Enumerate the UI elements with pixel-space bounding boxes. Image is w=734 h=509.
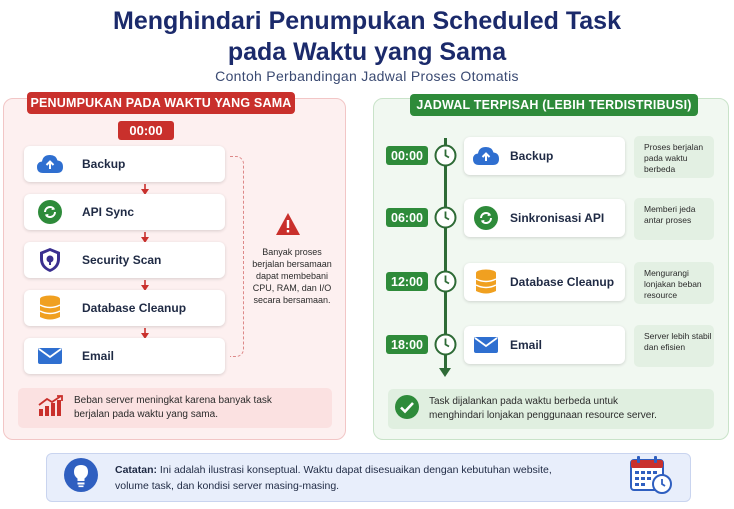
check-circle-icon — [394, 394, 420, 425]
right-task-backup — [464, 137, 625, 175]
warning-icon — [275, 212, 301, 236]
right-note — [388, 389, 714, 429]
timeline-arrow-icon — [439, 368, 451, 377]
lightbulb-icon — [63, 457, 99, 498]
cloud-upload-icon — [468, 138, 504, 174]
clock-icon — [434, 270, 457, 293]
right-task-email — [464, 326, 625, 364]
left-task-email — [24, 338, 225, 374]
database-icon — [32, 290, 68, 326]
calendar-clock-icon — [629, 455, 673, 500]
row-description: Proses berjalan pada waktu berbeda — [634, 136, 714, 178]
task-label: Backup — [82, 157, 126, 171]
envelope-icon — [468, 327, 504, 363]
right-task-api-sync — [464, 199, 625, 237]
right-panel-badge: JADWAL TERPISAH (LEBIH TERDISTRIBUSI) — [410, 94, 698, 116]
left-task-database-cleanup — [24, 290, 225, 326]
time-badge: 06:00 — [386, 208, 428, 227]
sync-icon — [32, 194, 68, 230]
left-task-api-sync — [24, 194, 225, 230]
right-task-database-cleanup — [464, 263, 625, 301]
page-subtitle: Contoh Perbandingan Jadwal Proses Otomatis — [215, 68, 519, 84]
task-label: Security Scan — [82, 253, 162, 267]
time-badge: 12:00 — [386, 272, 428, 291]
warning-text: Banyak proses berjalan bersamaan dapat membebani CPU, RAM, dan I/O secara bersamaan. — [252, 247, 332, 305]
envelope-icon — [32, 338, 68, 374]
right-note-text: Task dijalankan pada waktu berbeda untuk menghindari lonjakan penggunaan resource server. — [429, 396, 657, 421]
dashed-bracket — [230, 156, 244, 357]
left-note — [18, 388, 332, 428]
title-line-2: pada Waktu yang Sama — [227, 38, 507, 66]
left-task-security-scan — [24, 242, 225, 278]
title-line-1: Menghindari Penumpukan Scheduled Task — [113, 7, 621, 35]
rising-chart-icon — [38, 395, 64, 422]
catatan-label: Catatan: — [115, 463, 158, 476]
left-panel-badge: PENUMPUKAN PADA WAKTU YANG SAMA — [27, 92, 295, 114]
catatan-text: Catatan: Ini adalah ilustrasi konseptual. Waktu dapat disesuaikan dengan kebutuhan website, volume task, dan kondisi server masing-masing. — [115, 463, 552, 492]
shield-icon — [32, 242, 68, 278]
clock-icon — [434, 206, 457, 229]
clock-icon — [434, 144, 457, 167]
row-description: Server lebih stabil dan efisien — [634, 325, 714, 367]
sync-icon — [468, 200, 504, 236]
time-badge: 18:00 — [386, 335, 428, 354]
left-task-backup — [24, 146, 225, 182]
catatan-note — [46, 453, 691, 502]
cloud-upload-icon — [32, 146, 68, 182]
task-label: Database Cleanup — [82, 301, 187, 315]
time-badge: 00:00 — [386, 146, 428, 165]
task-label: Email — [510, 338, 543, 352]
task-label: Backup — [510, 149, 554, 163]
task-label: Database Cleanup — [510, 275, 615, 289]
page-title — [0, 6, 734, 68]
row-description: Memberi jeda antar proses — [634, 198, 714, 240]
task-label: Email — [82, 349, 115, 363]
database-icon — [468, 264, 504, 300]
task-label: API Sync — [82, 205, 135, 219]
left-note-text: Beban server meningkat karena banyak task berjalan pada waktu yang sama. — [74, 395, 272, 420]
left-time-badge: 00:00 — [118, 121, 174, 140]
clock-icon — [434, 333, 457, 356]
row-description: Mengurangi lonjakan beban resource — [634, 262, 714, 304]
task-label: Sinkronisasi API — [510, 211, 605, 225]
